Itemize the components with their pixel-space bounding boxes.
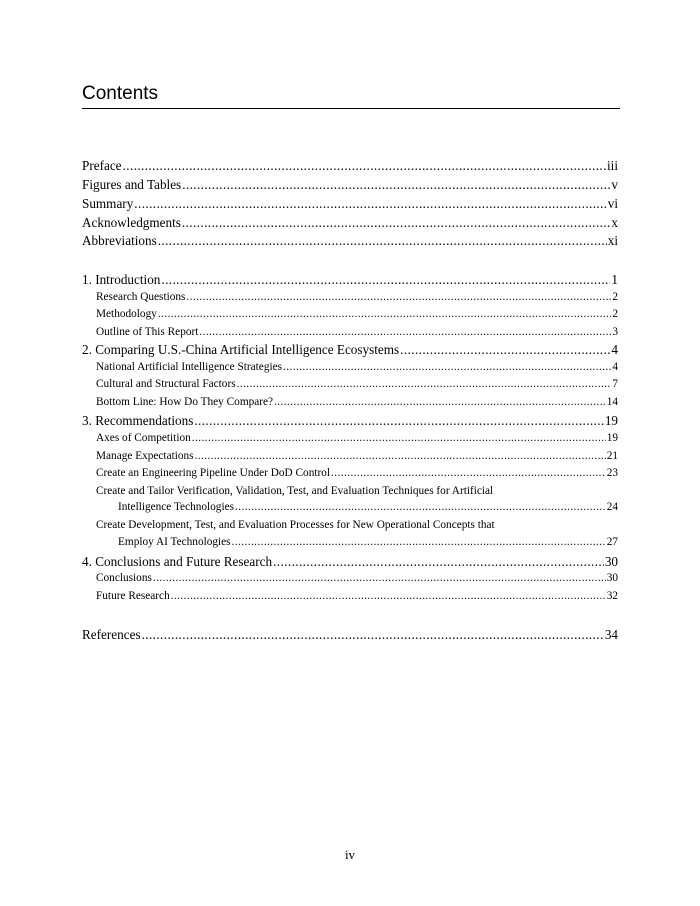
toc-entry-label: 3. Recommendations — [82, 413, 194, 428]
toc-entry-page: 1 — [611, 272, 618, 287]
toc-dot-leader — [237, 378, 612, 390]
toc-entry-label: Abbreviations — [82, 233, 157, 248]
toc-entry-page: 14 — [606, 396, 618, 408]
toc-entry-label: Employ AI Technologies — [118, 536, 231, 548]
toc-entry-page: 2 — [612, 291, 618, 303]
toc-entry-label: References — [82, 627, 141, 642]
toc-entry-page: vi — [607, 196, 618, 211]
toc-entry-page: 3 — [612, 326, 618, 338]
toc-entry-label: Conclusions — [96, 572, 152, 584]
toc-dot-leader — [161, 272, 610, 288]
toc-entry-page: 2 — [612, 308, 618, 320]
toc-dot-leader — [400, 342, 610, 358]
toc-entry-national-ai-strategies[interactable] — [96, 361, 618, 373]
toc-dot-leader — [171, 590, 606, 602]
toc-dot-leader — [235, 501, 606, 513]
toc-dot-leader — [273, 554, 604, 570]
toc-dot-leader — [153, 572, 606, 584]
toc-entry-label: Acknowledgments — [82, 215, 181, 230]
toc-dot-leader — [195, 450, 606, 462]
toc-entry-label: Methodology — [96, 308, 157, 320]
toc-dot-leader — [331, 467, 606, 479]
toc-entry-label: National Artificial Intelligence Strategies — [96, 361, 283, 373]
toc-entry-engineering-pipeline[interactable] — [96, 467, 618, 479]
toc-entry-label: Research Questions — [96, 291, 186, 303]
toc-entry-page: 21 — [606, 450, 618, 462]
toc-entry-page: 30 — [606, 572, 618, 584]
toc-entry-methodology[interactable] — [96, 308, 618, 320]
toc-dot-leader — [182, 177, 610, 193]
title-rule — [82, 108, 620, 109]
toc-entry-page: 23 — [606, 467, 618, 479]
toc-entry-label: Outline of This Report — [96, 326, 199, 338]
toc-entry-page: 27 — [606, 536, 618, 548]
toc-entry-label: Intelligence Technologies — [118, 501, 235, 513]
toc-dot-leader — [274, 396, 606, 408]
toc-entry-manage-expectations[interactable] — [96, 450, 618, 462]
toc-entry-bottom-line[interactable] — [96, 396, 618, 408]
toc-entry-acknowledgments[interactable] — [82, 215, 618, 231]
toc-entry-references[interactable] — [82, 627, 618, 643]
toc-entry-label: Axes of Competition — [96, 432, 191, 444]
toc-entry-research-questions[interactable] — [96, 291, 618, 303]
toc-entry-chapter-1[interactable] — [82, 272, 618, 288]
toc-entry-label: Bottom Line: How Do They Compare? — [96, 396, 274, 408]
toc-entry-label: 1. Introduction — [82, 272, 161, 287]
toc-entry-page: 19 — [604, 413, 618, 428]
toc-entry-abbreviations[interactable] — [82, 233, 618, 249]
toc-dot-leader — [158, 308, 611, 320]
toc-entry-axes-of-competition[interactable] — [96, 432, 618, 444]
toc-entry-page: 4 — [612, 361, 618, 373]
page-number: iv — [344, 847, 356, 862]
toc-dot-leader — [232, 536, 606, 548]
toc-entry-label: Create an Engineering Pipeline Under DoD Control — [96, 467, 331, 479]
toc-dot-leader — [158, 233, 607, 249]
toc-entry-summary[interactable] — [82, 196, 618, 212]
toc-dot-leader — [283, 361, 611, 373]
toc-entry-page: 34 — [604, 627, 618, 642]
toc-entry-page: 30 — [604, 554, 618, 569]
toc-entry-label: Figures and Tables — [82, 177, 182, 192]
toc-entry-chapter-4[interactable] — [82, 554, 618, 570]
toc-entry-future-research[interactable] — [96, 590, 618, 602]
toc-entry-page: 32 — [606, 590, 618, 602]
toc-entry-chapter-2[interactable] — [82, 342, 618, 358]
toc-entry-label: Cultural and Structural Factors — [96, 378, 236, 390]
page-title: Contents — [82, 83, 159, 104]
toc-entry-page: 4 — [611, 342, 618, 357]
toc-entry-page: 19 — [606, 432, 618, 444]
toc-entry-vvte-line1[interactable]: Create and Tailor Verification, Validation, Test, and Evaluation Techniques for Artificial — [96, 485, 494, 497]
toc-dot-leader — [199, 326, 611, 338]
toc-entry-preface[interactable] — [82, 158, 618, 174]
toc-entry-label: Preface — [82, 158, 122, 173]
toc-entry-figures-and-tables[interactable] — [82, 177, 618, 193]
toc-entry-page: xi — [607, 233, 618, 248]
toc-entry-label: Summary — [82, 196, 134, 211]
toc-entry-page: 7 — [612, 378, 618, 390]
toc-entry-page: 24 — [606, 501, 618, 513]
toc-entry-vvte[interactable] — [118, 501, 618, 513]
toc-dot-leader — [186, 291, 611, 303]
toc-entry-label: 2. Comparing U.S.-China Artificial Intelligence Ecosystems — [82, 342, 400, 357]
toc-entry-cultural-and-structural-factors[interactable] — [96, 378, 618, 390]
toc-entry-page: x — [611, 215, 618, 230]
toc-entry-conclusions[interactable] — [96, 572, 618, 584]
toc-entry-page: iii — [607, 158, 618, 173]
toc-entry-label: Manage Expectations — [96, 450, 194, 462]
toc-entry-dte-line1[interactable]: Create Development, Test, and Evaluation Processes for New Operational Concepts that — [96, 519, 495, 531]
toc-entry-page: v — [611, 177, 618, 192]
toc-dot-leader — [123, 158, 606, 174]
toc-entry-label: Future Research — [96, 590, 170, 602]
toc-dot-leader — [194, 413, 603, 429]
toc-entry-chapter-3[interactable] — [82, 413, 618, 429]
toc-dot-leader — [182, 215, 611, 231]
toc-dot-leader — [142, 627, 604, 643]
toc-entry-dte[interactable] — [118, 536, 618, 548]
toc-entry-outline-of-this-report[interactable] — [96, 326, 618, 338]
toc-dot-leader — [134, 196, 606, 212]
toc-entry-label: 4. Conclusions and Future Research — [82, 554, 273, 569]
toc-dot-leader — [192, 432, 606, 444]
